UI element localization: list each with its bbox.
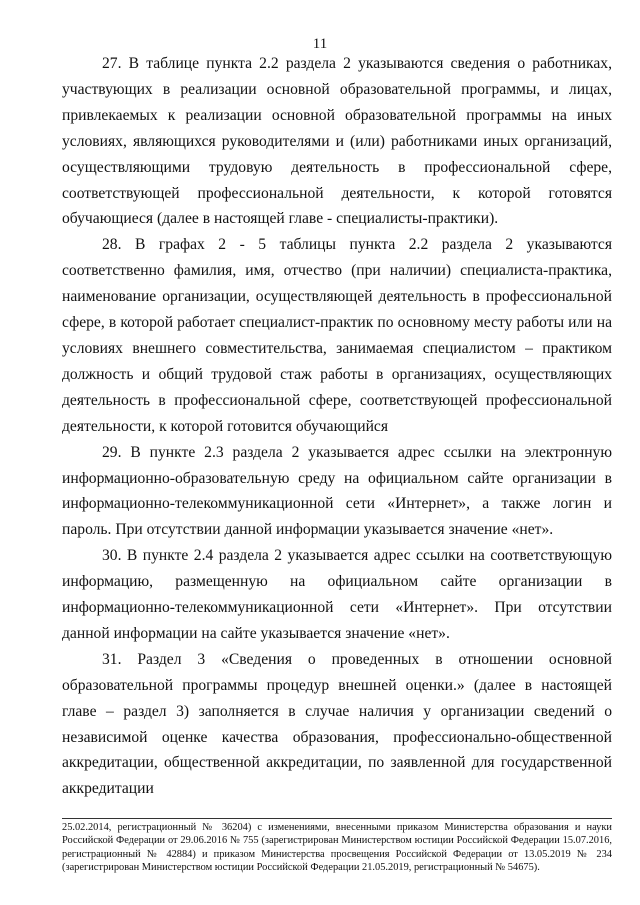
page-number: 11 (312, 36, 328, 52)
paragraph-27: 27. В таблице пункта 2.2 раздела 2 указываются сведения о работниках, участвующих в реализации основной образовательной программы, и лицах, привлекаемых к реализации основной образовательной программы на иных условиях, являющихся руководителями и (или) работниками иных организаций, осуществляющими трудовую деятельность в профессиональной сфере, соответствующей профессиональной деятельности, к которой готовятся обучающиеся (далее в настоящей главе - специалисты-практики). (62, 55, 612, 228)
document-body (62, 51, 612, 802)
paragraph-30: 30. В пункте 2.4 раздела 2 указывается адрес ссылки на соответствующую информацию, размещенную на официальном сайте организации в информационно-телекоммуникационной сети «Интернет». При отсутствии данной информации на сайте указывается значение «нет». (62, 547, 612, 642)
paragraph-28: 28. В графах 2 - 5 таблицы пункта 2.2 раздела 2 указываются соответственно фамилия, имя, отчество (при наличии) специалиста-практика, наименование организации, осуществляющей деятельность в профессиональной сфере, в которой работает специалист-практик по основному месту работы или на условиях внешнего совместительства, занимаемая специалистом – практиком должность и общий трудовой стаж работы в организациях, осуществляющих деятельность в профессиональной сфере, соответствующей профессиональной деятельности, к которой готовится обучающийся (62, 236, 612, 435)
footnote-divider (62, 818, 612, 819)
footnote: 25.02.2014, регистрационный № 36204) с изменениями, внесенными приказом Министерства образования и науки Российской Федерации от 29.06.2016 № 755 (зарегистрирован Министерством юстиции Российской Федерации 15.07.2016, регистрационный № 42884) и приказом Министерства просвещения Российской Федерации от 13.05.2019 № 234 (зарегистрирован Министерством юстиции Российской Федерации 21.05.2019, регистрационный № 54675). (62, 822, 612, 874)
paragraph-31: 31. Раздел 3 «Сведения о проведенных в отношении основной образовательной программы процедур внешней оценки.» (далее в настоящей главе – раздел 3) заполняется в случае наличия у организации сведений о независимой оценке качества образования, профессионально-общественной аккредитации, общественной аккредитации, по заявленной для государственной аккредитации (62, 650, 612, 798)
paragraph-29: 29. В пункте 2.3 раздела 2 указывается адрес ссылки на электронную информационно-образовательную среду на официальном сайте организации в информационно-телекоммуникационной сети «Интернет», а также логин и пароль. При отсутствии данной информации указывается значение «нет». (62, 443, 612, 539)
